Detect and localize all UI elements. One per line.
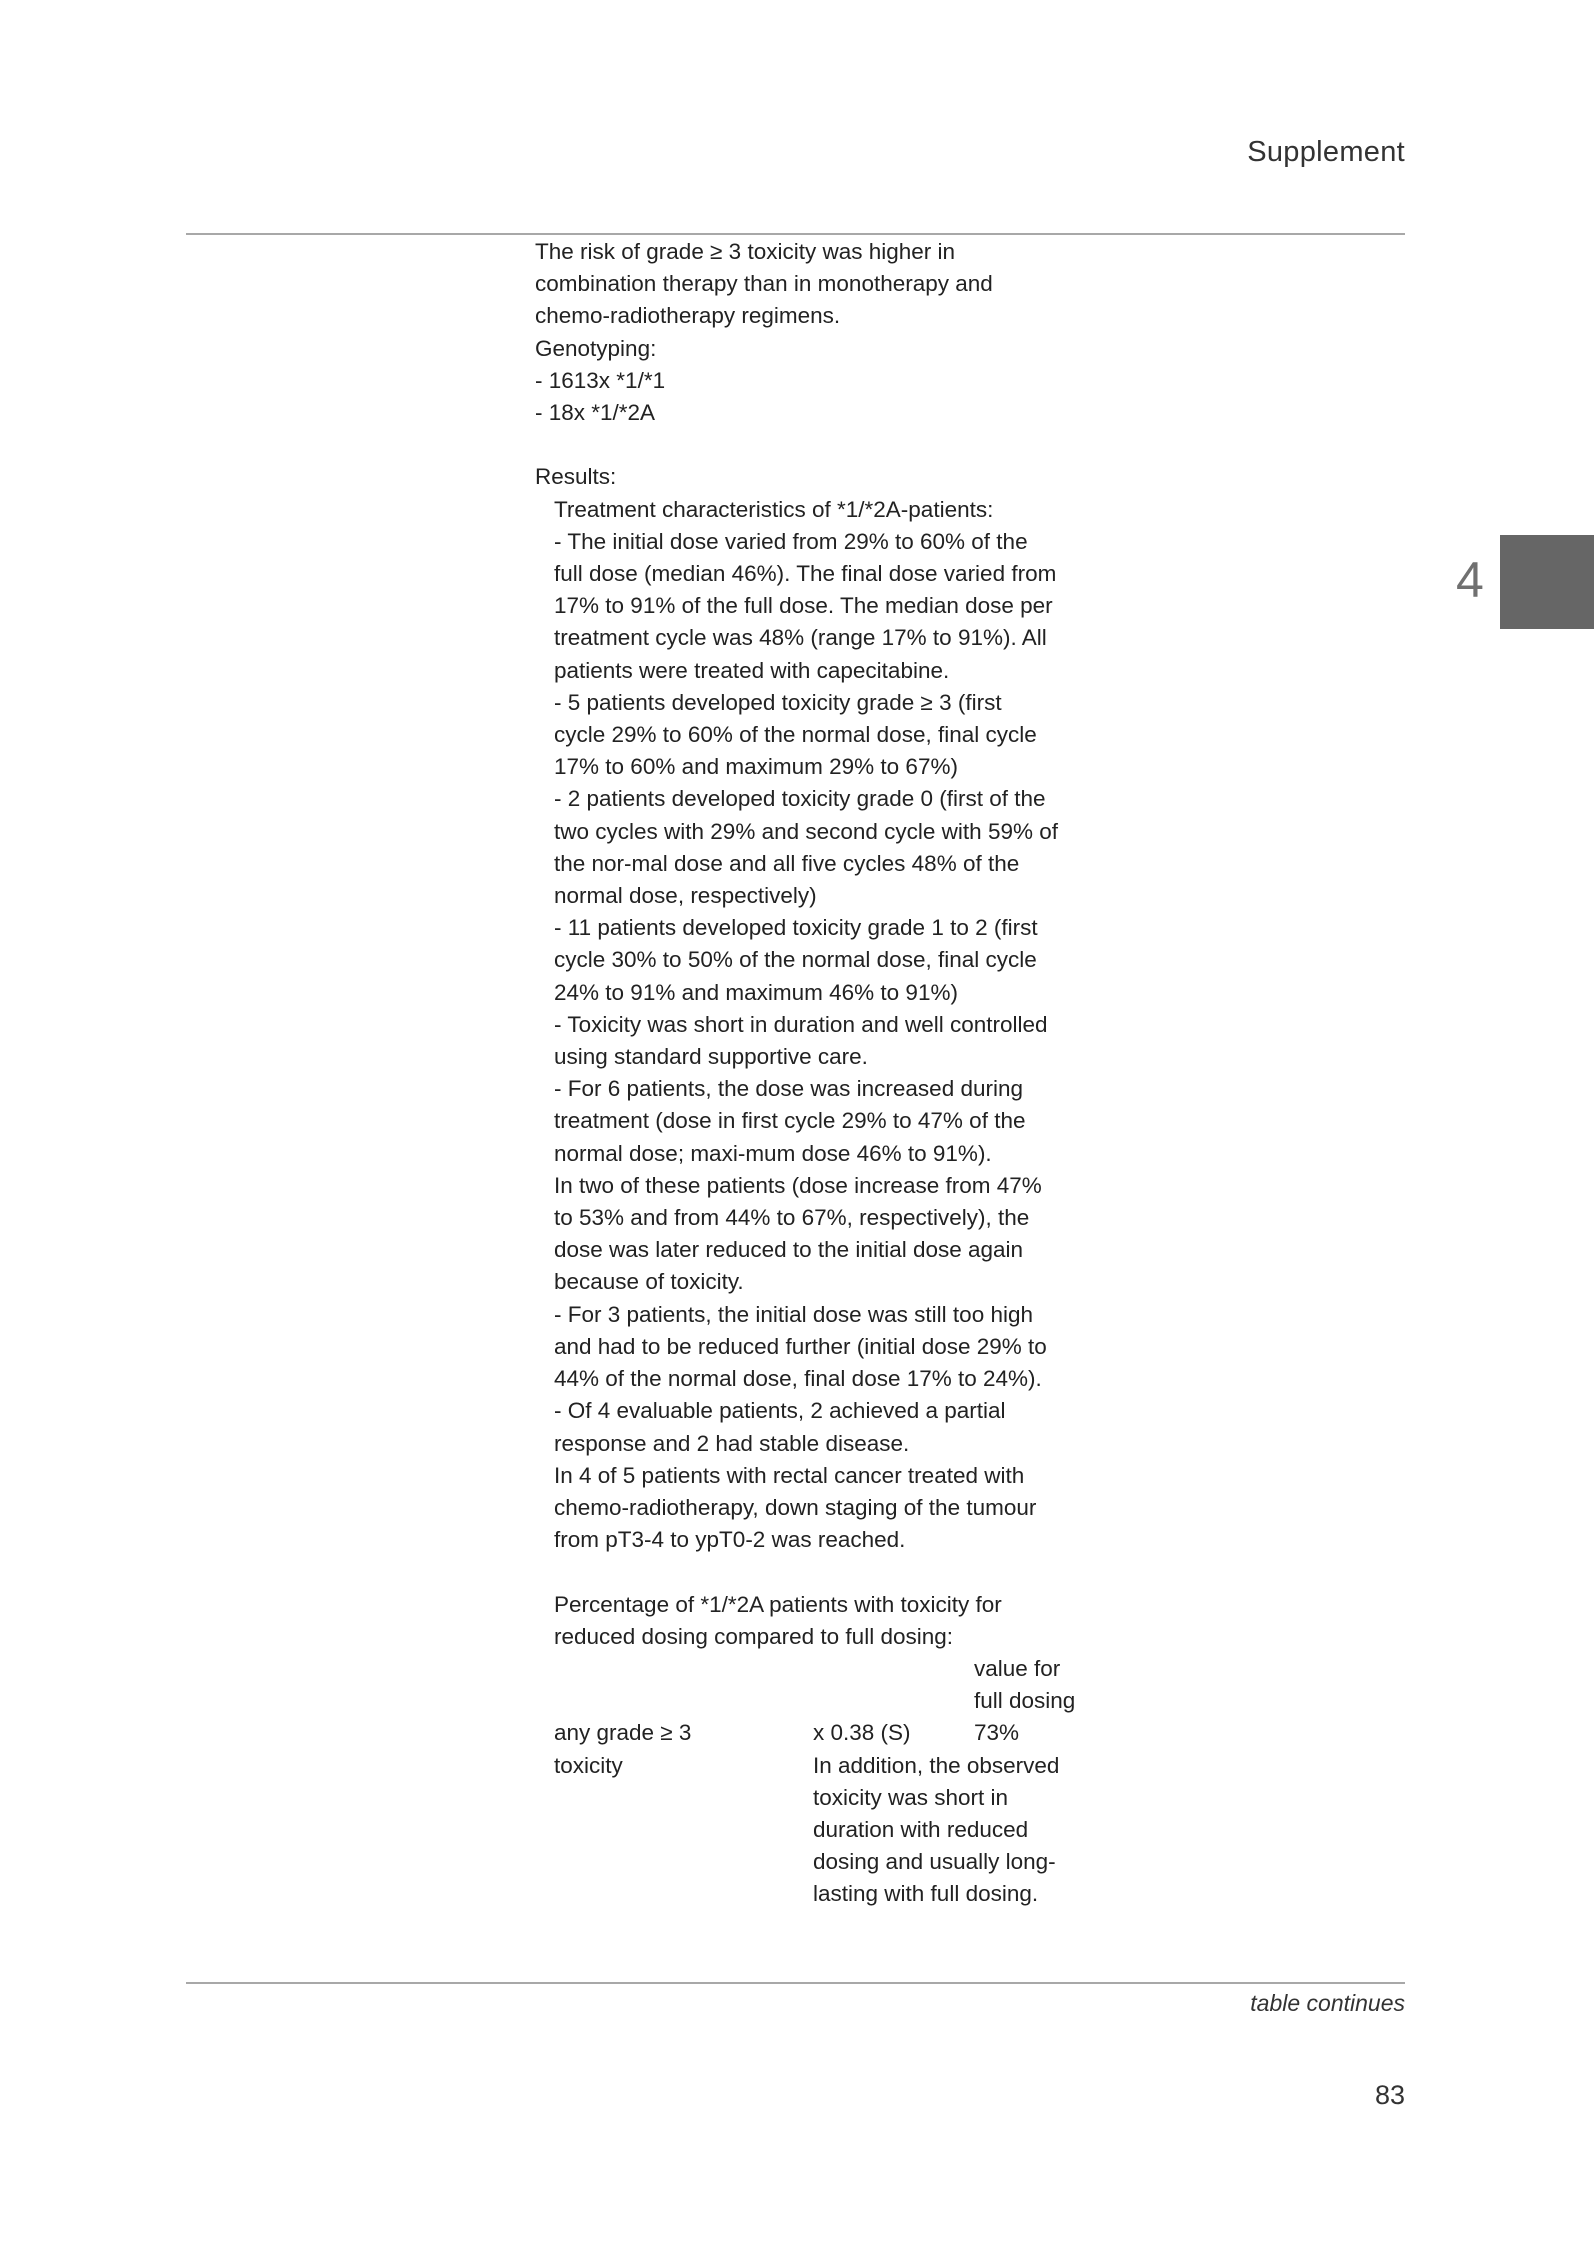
results-line: - 11 patients developed toxicity grade 1 to 2 (first — [554, 915, 1038, 941]
bottom-rule — [186, 1982, 1405, 1984]
outcome-label: any grade ≥ 3 — [554, 1720, 692, 1746]
chapter-number: 4 — [1456, 552, 1484, 608]
results-line: normal dose; maxi-mum dose 46% to 91%). — [554, 1140, 992, 1166]
intro-line: chemo-radiotherapy regimens. — [535, 303, 841, 329]
results-line: - The initial dose varied from 29% to 60% of the — [554, 528, 1028, 554]
results-line: 17% to 91% of the full dose. The median dose per — [554, 593, 1053, 619]
results-line: full dose (median 46%). The final dose varied from — [554, 561, 1057, 587]
table-row — [554, 1717, 1135, 1749]
table-note-line: toxicity was short in — [813, 1784, 1009, 1810]
genotyping-heading: Genotyping: — [535, 335, 657, 361]
column-header: full dosing — [974, 1688, 1076, 1714]
results-heading: Results: — [535, 464, 617, 490]
results-line: - For 6 patients, the dose was increased during — [554, 1076, 1024, 1102]
percentage-heading: reduced dosing compared to full dosing: — [554, 1623, 954, 1649]
results-line: - 5 patients developed toxicity grade ≥ 3 (first — [554, 689, 1002, 715]
table-row — [554, 1653, 1135, 1685]
table-row — [554, 1750, 1135, 1782]
results-line: chemo-radiotherapy, down staging of the tumour — [554, 1494, 1037, 1520]
table-continues-note: table continues — [1250, 1990, 1405, 2016]
results-line: from pT3-4 to ypT0-2 was reached. — [554, 1527, 906, 1553]
page-number: 83 — [1374, 2080, 1405, 2110]
table-note-line: dosing and usually long- — [813, 1849, 1056, 1875]
percentage-heading: Percentage of *1/*2A patients with toxicity for — [554, 1591, 1002, 1617]
results-line: patients were treated with capecitabine. — [554, 657, 950, 683]
results-line: because of toxicity. — [554, 1269, 744, 1295]
full-dosing-value: 73% — [974, 1720, 1020, 1746]
results-line: Treatment characteristics of *1/*2A-patients: — [554, 496, 994, 522]
results-line: and had to be reduced further (initial dose 29% to — [554, 1333, 1047, 1359]
results-line: 17% to 60% and maximum 29% to 67%) — [554, 754, 958, 780]
table-note-line: lasting with full dosing. — [813, 1881, 1039, 1907]
results-line: 44% of the normal dose, final dose 17% to 24%). — [554, 1366, 1042, 1392]
results-line: response and 2 had stable disease. — [554, 1430, 910, 1456]
results-line: - 2 patients developed toxicity grade 0 (first of the — [554, 786, 1046, 812]
results-line: 24% to 91% and maximum 46% to 91%) — [554, 979, 958, 1005]
genotype-item: - 18x *1/*2A — [535, 400, 656, 426]
results-line: cycle 30% to 50% of the normal dose, final cycle — [554, 947, 1037, 973]
table-row — [554, 1685, 1135, 1717]
chapter-tab-marker — [1500, 535, 1594, 629]
table-note-line: duration with reduced — [813, 1816, 1029, 1842]
table-row — [554, 1782, 1135, 1814]
results-line: two cycles with 29% and second cycle with 59% of — [554, 818, 1058, 844]
results-line: - Toxicity was short in duration and well controlled — [554, 1011, 1048, 1037]
results-line: - Of 4 evaluable patients, 2 achieved a partial — [554, 1398, 1006, 1424]
table-cell-content — [535, 236, 1135, 1911]
results-line: In 4 of 5 patients with rectal cancer treated with — [554, 1462, 1025, 1488]
results-line: the nor-mal dose and all five cycles 48% of the — [554, 850, 1020, 876]
table-row — [554, 1878, 1135, 1910]
results-line: treatment (dose in first cycle 29% to 47% of the — [554, 1108, 1026, 1134]
results-block — [535, 494, 1135, 1653]
spacer — [535, 429, 1135, 461]
results-line: In two of these patients (dose increase from 47% — [554, 1172, 1042, 1198]
page-header-title: Supplement — [1247, 136, 1405, 168]
column-header: value for — [974, 1655, 1061, 1681]
genotype-item: - 1613x *1/*1 — [535, 367, 666, 393]
table-row — [554, 1814, 1135, 1846]
results-line: - For 3 patients, the initial dose was still too high — [554, 1301, 1033, 1327]
top-rule — [186, 233, 1405, 235]
intro-line: combination therapy than in monotherapy and — [535, 271, 993, 297]
results-line: dose was later reduced to the initial dose again — [554, 1237, 1024, 1263]
table-note-line: In addition, the observed — [813, 1752, 1060, 1778]
intro-line: The risk of grade ≥ 3 toxicity was higher in — [535, 239, 956, 264]
dose-comparison-table — [554, 1653, 1135, 1911]
results-line: treatment cycle was 48% (range 17% to 91%). All — [554, 625, 1047, 651]
results-line: using standard supportive care. — [554, 1044, 868, 1070]
spacer — [554, 1556, 1135, 1588]
results-line: cycle 29% to 60% of the normal dose, final cycle — [554, 722, 1037, 748]
results-line: normal dose, respectively) — [554, 883, 817, 909]
results-line: to 53% and from 44% to 67%, respectively), the — [554, 1205, 1030, 1231]
outcome-label: toxicity — [554, 1752, 623, 1778]
table-row — [554, 1846, 1135, 1878]
risk-factor: x 0.38 (S) — [813, 1720, 911, 1746]
